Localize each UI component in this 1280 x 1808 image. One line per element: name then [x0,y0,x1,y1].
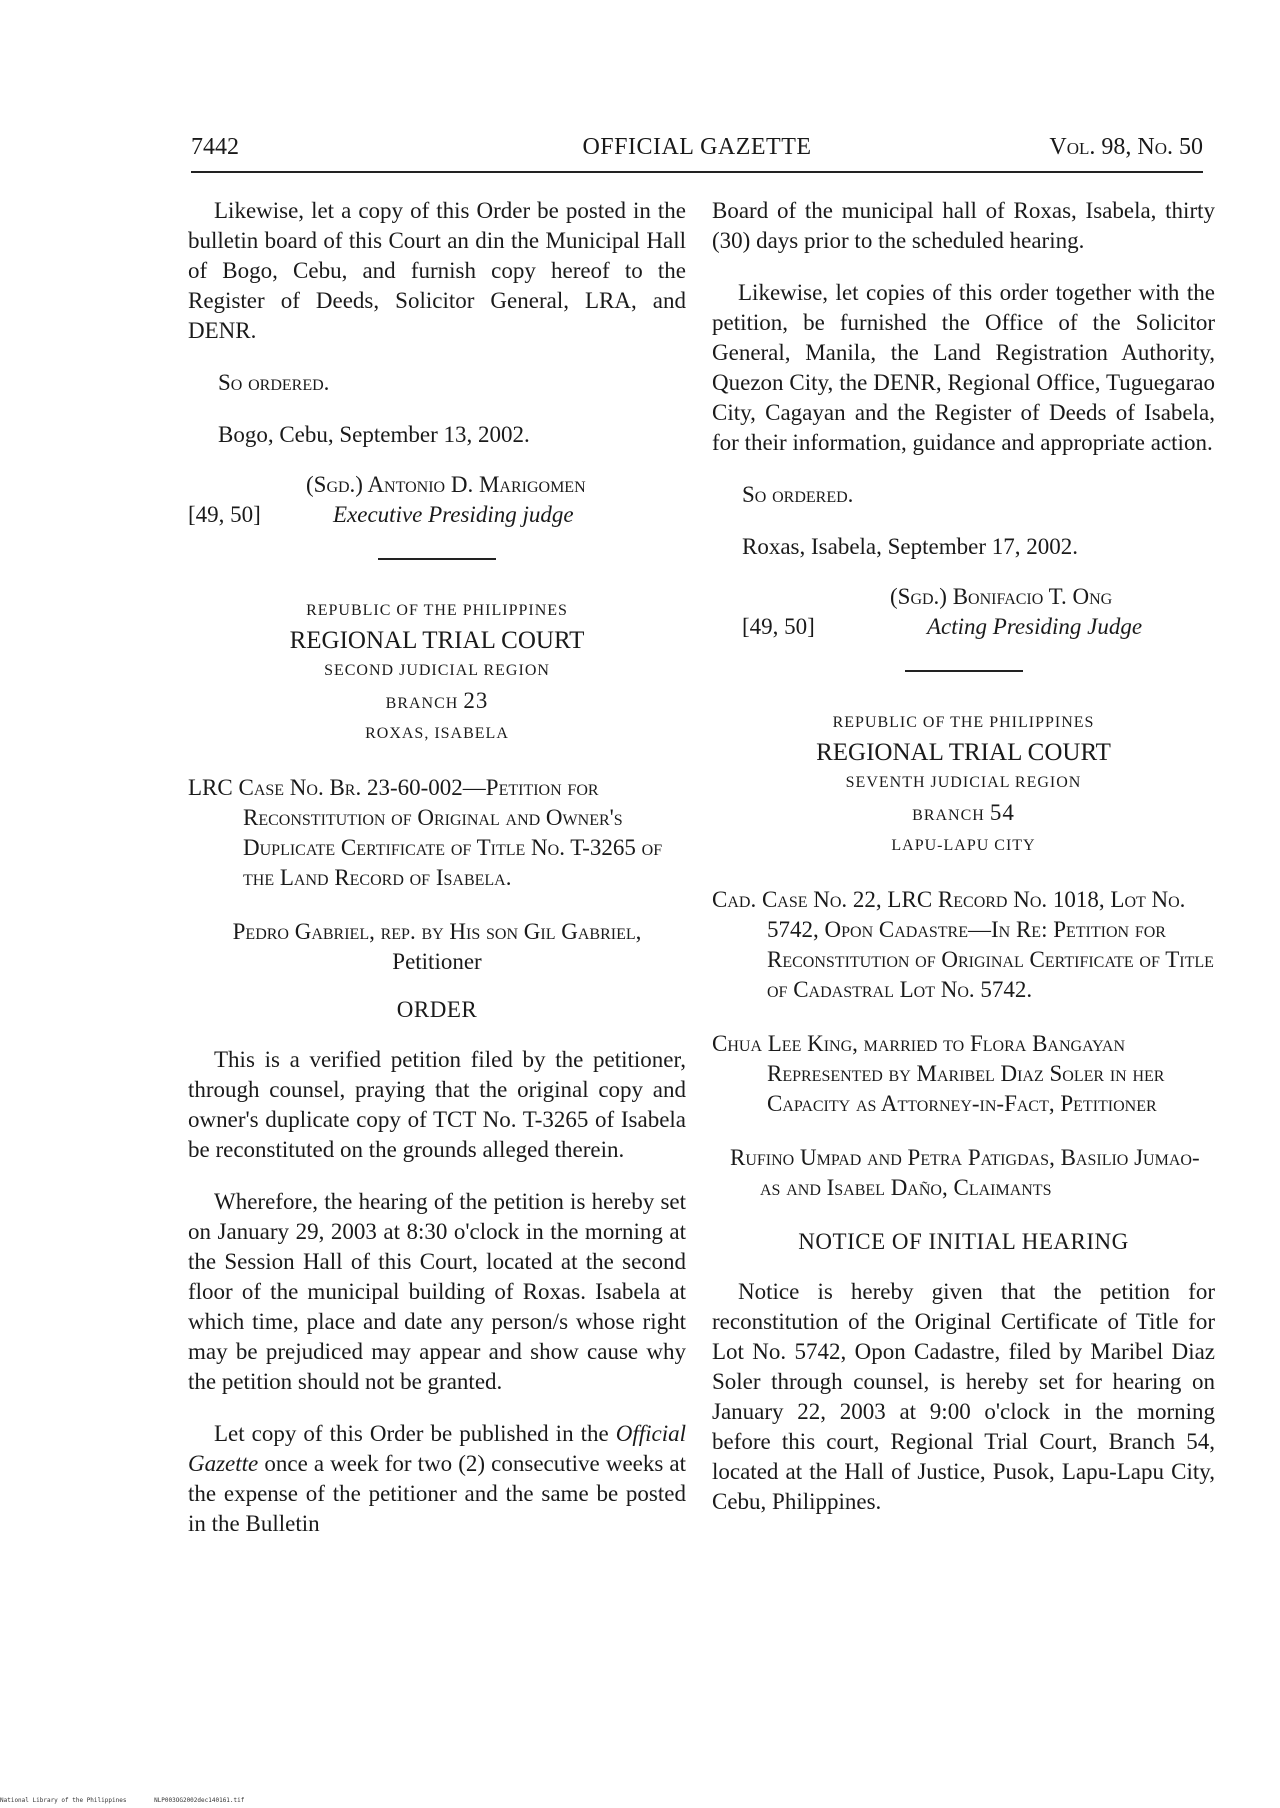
volume-number: Vol. 98, No. 50 [1049,134,1203,160]
branch-label: BRANCH [385,695,459,712]
page-header [191,128,1203,168]
header-rule [191,171,1203,173]
branch-number: 54 [989,800,1015,825]
page-number: 7442 [191,134,239,160]
court-name: REGIONAL TRIAL COURT [816,739,1111,766]
text-run: Let copy of this Order be published in the [214,1421,616,1446]
court-heading [188,596,686,749]
issue-reference: [49, 50] [188,502,261,527]
so-ordered: So ordered. [218,370,330,395]
case-title: Cad. Case No. 22, LRC Record No. 1018, Lot No. 5742, Opon Cadastre—In Re: Petition for Reconstitution of Original Certificate of Title of Cadastral Lot No. 5742. [712,887,1214,1002]
paragraph: Notice is hereby given that the petition for reconstitution of the Original Certificate of Title for Lot No. 5742, Opon Cadastre, filed by Maribel Diaz Soler through counsel, is hereby set for hearing on January 22, 2003 at 9:00 o'clock in the morning before this court, Regional Trial Court, Branch 54, located at the Hall of Justice, Pusok, Lapu-Lapu City, Cebu, Philippines. [712,1279,1215,1514]
republic-label: REPUBLIC OF THE PHILIPPINES [832,714,1095,731]
signature-row [188,500,686,530]
branch-line [712,798,1215,831]
claimants-block: Rufino Umpad and Petra Patigdas, Basilio Jumao-as and Isabel Daño, Claimants [730,1145,1200,1200]
so-ordered: So ordered. [742,482,854,507]
republic-label: REPUBLIC OF THE PHILIPPINES [306,602,568,619]
branch-label: BRANCH [912,807,985,824]
file-identifier: NLP003OG2002dec140161.tif [154,1797,245,1804]
right-column [712,196,1215,1539]
signature-row [712,612,1215,642]
order-heading: ORDER [396,997,478,1022]
party-names: Pedro Gabriel, rep. by His son Gil Gabriel, [232,919,642,944]
paragraph: Likewise, let copies of this order together with the petition, be furnished the Office of the Solicitor General, Manila, the Land Registration Authority, Quezon City, the DENR, Regional Office, Tuguegarao City, Cagayan and the Register of Deeds of Isabela, for their information, guidance and appropriate action. [712,280,1215,455]
paragraph: Likewise, let a copy of this Order be posted in the bulletin board of this Court an din the Municipal Hall of Bogo, Cebu, and furnish copy hereof to the Register of Deeds, Solicitor General, LRA, and DENR. [188,198,686,343]
branch-number: 23 [463,688,489,713]
court-city: LAPU-LAPU CITY [891,837,1036,854]
paragraph [188,1419,686,1539]
case-title: LRC Case No. Br. 23-60-002—Petition for Reconstitution of Original and Owner's Duplicate Certificate of Title No. T-3265 of the Land Record of Isabela. [188,775,663,890]
signature-role: Executive Presiding judge [333,502,574,527]
dateline: Bogo, Cebu, September 13, 2002. [218,422,530,447]
section-divider [378,558,496,560]
judicial-region: SECOND JUDICIAL REGION [324,662,550,679]
dateline: Roxas, Isabela, September 17, 2002. [742,534,1078,559]
library-credit: National Library of the Philippines [0,1797,127,1804]
petitioner-block: Chua Lee King, married to Flora Bangayan Represented by Maribel Diaz Soler in her Capacity as Attorney-in-Fact, Petitioner [712,1031,1165,1116]
paragraph: This is a verified petition filed by the petitioner, through counsel, praying that the original copy and owner's duplicate copy of TCT No. T-3265 of Isabela be reconstituted on the grounds alleged therein. [188,1047,686,1162]
signature-role: Acting Presiding Judge [927,614,1143,639]
court-name: REGIONAL TRIAL COURT [289,627,585,654]
text-run: once a week for two (2) consecutive weeks at the expense of the petitioner and the same be posted in the Bulletin [188,1451,686,1536]
paragraph: Board of the municipal hall of Roxas, Isabela, thirty (30) days prior to the scheduled hearing. [712,198,1215,253]
judicial-region: SEVENTH JUDICIAL REGION [845,774,1082,791]
scan-footer [0,1797,268,1804]
court-city: ROXAS, ISABELA [365,725,509,742]
left-column [188,196,686,1561]
section-divider [905,670,1023,672]
party-block [188,917,686,977]
branch-line [188,686,686,719]
party-role: Petitioner [392,949,482,974]
issue-reference: [49, 50] [742,614,815,639]
court-heading [712,708,1215,861]
signature-name: (Sgd.) Bonifacio T. Ong [890,584,1113,609]
publication-name: Official Gazette [188,1421,686,1476]
paragraph: Wherefore, the hearing of the petition is hereby set on January 29, 2003 at 8:30 o'clock in the morning at the Session Hall of this Court, located at the second floor of the municipal building of Roxas. Isabela at which time, place and date any person/s whose right may be prejudiced may appear and show cause why the petition should not be granted. [188,1189,686,1394]
publication-title: OFFICIAL GAZETTE [582,134,812,160]
signature-name: (Sgd.) Antonio D. Marigomen [306,472,586,497]
notice-heading: NOTICE OF INITIAL HEARING [798,1229,1129,1254]
